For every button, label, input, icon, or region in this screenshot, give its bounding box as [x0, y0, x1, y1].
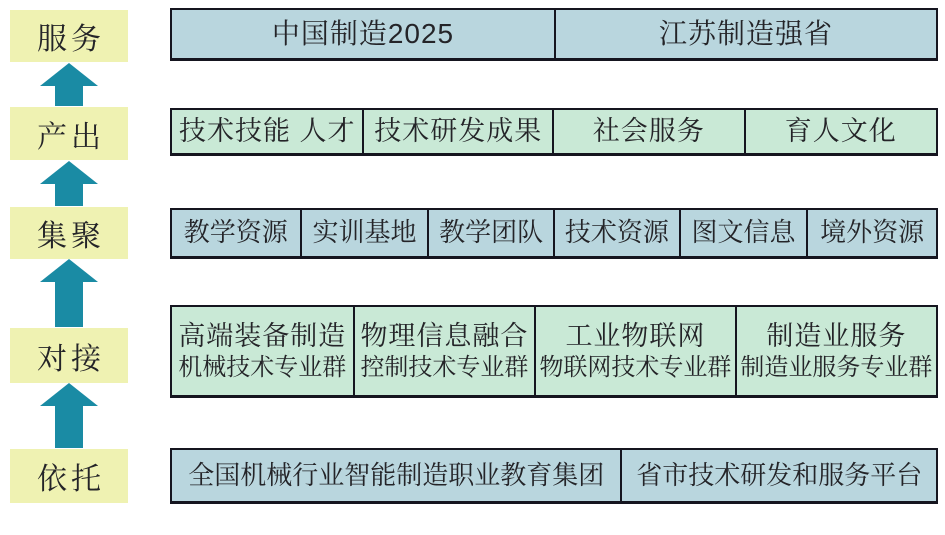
arrow-stem [55, 282, 83, 327]
ladder-step-gather [10, 207, 128, 259]
up-arrow-icon [40, 63, 98, 106]
resource-cell: 实训基地 [300, 210, 428, 256]
arrow-head [40, 161, 98, 184]
industry-label: 制造业服务 [766, 320, 907, 351]
ladder-step-align [10, 328, 128, 383]
output-cell: 社会服务 [552, 110, 744, 153]
ladder-step-label: 集聚 [37, 220, 105, 253]
row-resources [170, 208, 938, 259]
row-specialty-groups [170, 305, 938, 398]
row-strategies [170, 8, 938, 61]
row-outputs [170, 108, 938, 156]
industry-label: 工业物联网 [565, 320, 706, 351]
ladder-step-serve [10, 10, 128, 62]
ladder-step-label: 对接 [37, 342, 105, 376]
ladder-step-label: 依托 [37, 463, 105, 496]
strategy-cell: 中国制造2025 [172, 10, 554, 58]
ladder-step-output [10, 107, 128, 160]
output-cell: 技术技能 人才 [172, 110, 362, 153]
row-foundations [170, 448, 938, 504]
specialty-cell [353, 307, 535, 395]
up-arrow-icon [40, 259, 98, 327]
resource-cell: 教学资源 [172, 210, 300, 256]
arrow-head [40, 259, 98, 282]
specialty-cell [534, 307, 734, 395]
up-arrow-icon [40, 161, 98, 206]
arrow-stem [55, 406, 83, 448]
output-cell: 技术研发成果 [362, 110, 552, 153]
specialty-group-label: 机械技术专业群 [178, 352, 347, 381]
specialty-cell [172, 307, 353, 395]
arrow-head [40, 63, 98, 86]
resource-cell: 图文信息 [679, 210, 807, 256]
up-arrow-icon [40, 383, 98, 448]
ladder-step-base [10, 449, 128, 503]
specialty-cell [735, 307, 936, 395]
industry-label: 高端装备制造 [178, 320, 347, 351]
strategy-cell: 江苏制造强省 [554, 10, 936, 58]
resource-cell: 教学团队 [427, 210, 553, 256]
resource-cell: 技术资源 [553, 210, 679, 256]
ladder-step-label: 产出 [37, 120, 105, 154]
arrow-head [40, 383, 98, 406]
specialty-group-label: 制造业服务专业群 [740, 352, 933, 381]
foundation-cell: 全国机械行业智能制造职业教育集团 [172, 450, 620, 501]
foundation-cell: 省市技术研发和服务平台 [620, 450, 936, 501]
resource-cell: 境外资源 [806, 210, 936, 256]
arrow-stem [55, 86, 83, 106]
specialty-group-label: 控制技术专业群 [360, 352, 529, 381]
industry-label: 物理信息融合 [360, 320, 529, 351]
ladder-step-label: 服务 [37, 23, 105, 56]
output-cell: 育人文化 [744, 110, 936, 153]
specialty-group-label: 物联网技术专业群 [539, 352, 732, 381]
arrow-stem [55, 184, 83, 206]
